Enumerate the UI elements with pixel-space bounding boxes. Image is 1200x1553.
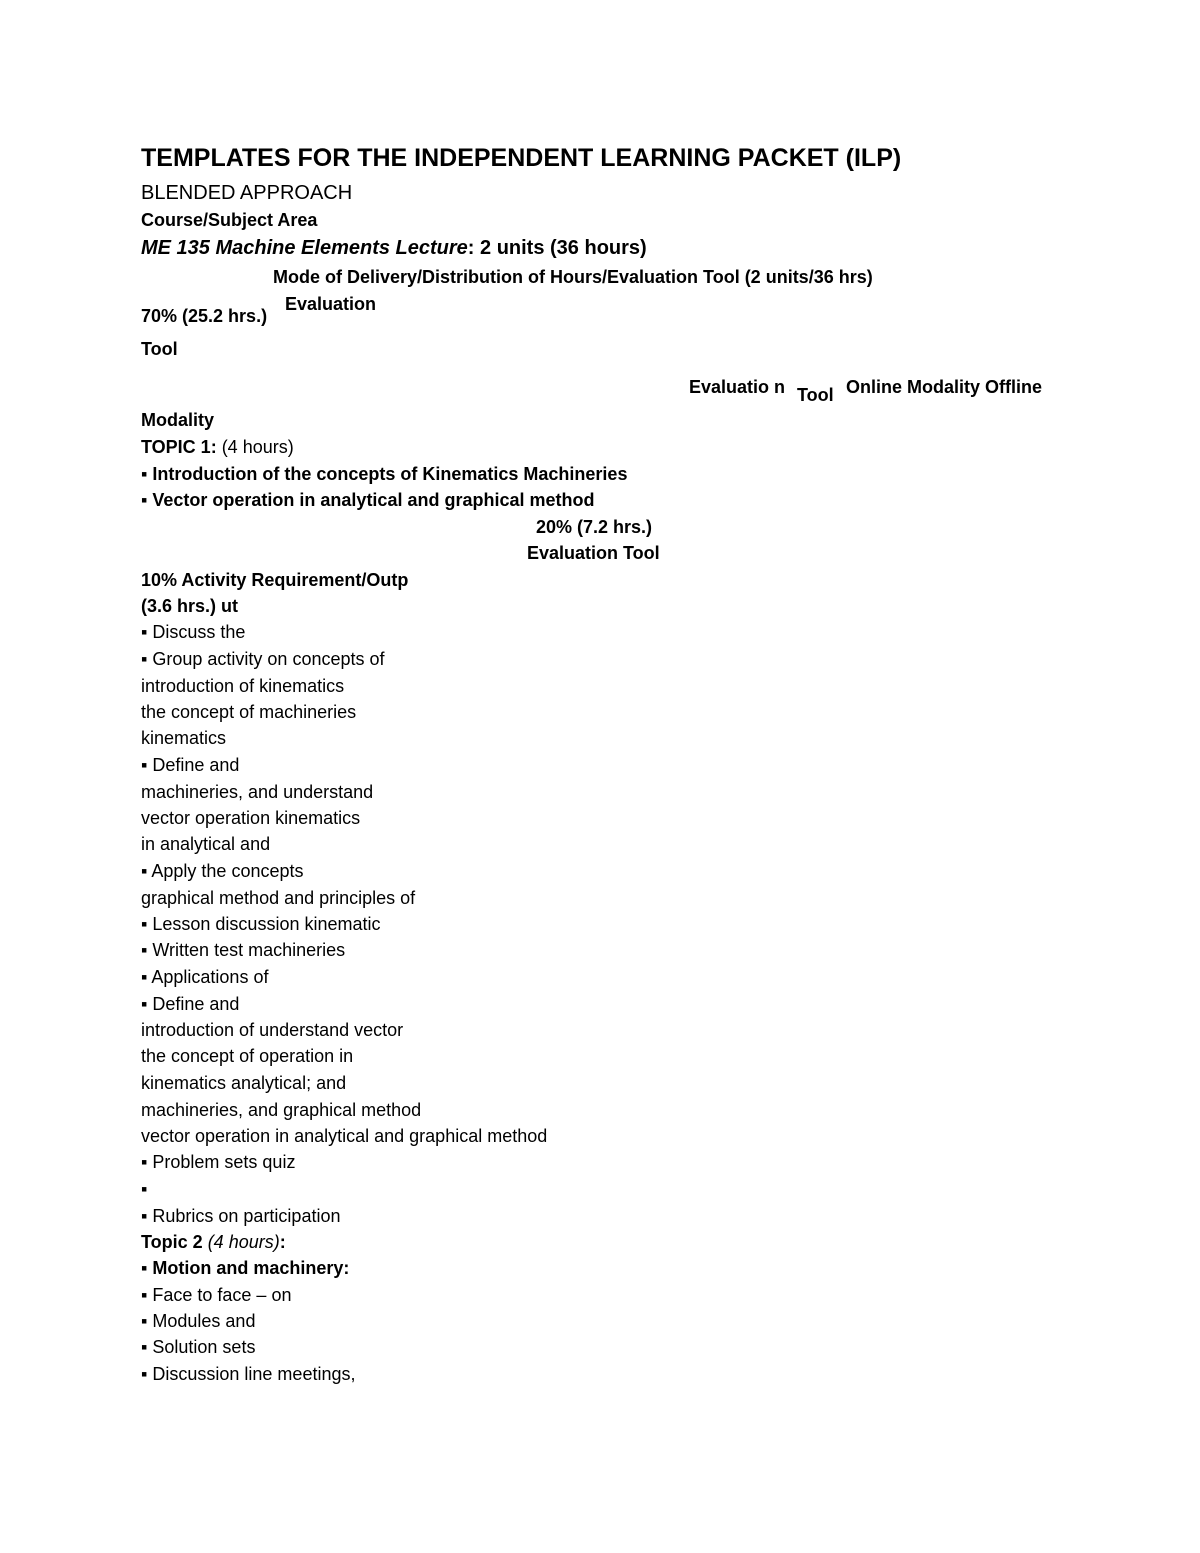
topic2-item: ▪ Motion and machinery: (141, 1258, 350, 1278)
body-line: the concept of machineries (141, 702, 357, 722)
topic1-hours: (4 hours) (216, 437, 294, 457)
body-line: vector operation kinematics (141, 808, 361, 828)
header-tool: Tool (797, 385, 834, 405)
body-line: kinematics analytical; and (141, 1073, 347, 1093)
course-name: ME 135 Machine Elements Lecture (141, 237, 468, 259)
body-line: ▪ Written test machineries (141, 940, 346, 960)
topic2-line: ▪ Solution sets (141, 1337, 256, 1357)
topic1-item: ▪ Vector operation in analytical and graphical method (141, 490, 595, 510)
body-line: graphical method and principles of (141, 888, 416, 908)
body-line: in analytical and (141, 834, 271, 854)
body-line: ▪ Group activity on concepts of (141, 649, 385, 669)
body-line: kinematics (141, 728, 227, 748)
topic2-colon: : (279, 1232, 286, 1252)
header-evaluation: Evaluatio n (689, 377, 786, 397)
topic1-heading (141, 436, 294, 458)
body-line: ▪ Rubrics on participation (141, 1206, 341, 1226)
body-line: machineries, and understand (141, 782, 374, 802)
activity-hours: (3.6 hrs.) ut (141, 596, 239, 616)
course-units: : 2 units (36 hours) (467, 237, 647, 259)
topic2-line: ▪ Face to face – on (141, 1285, 292, 1305)
body-line: ▪ Define and (141, 994, 240, 1014)
tool-label: Tool (141, 339, 178, 359)
document-title: TEMPLATES FOR THE INDEPENDENT LEARNING PACKET (ILP) (141, 144, 902, 172)
body-line: vector operation in analytical and graphical method (141, 1126, 548, 1146)
body-line: ▪ Define and (141, 755, 240, 775)
topic2-label: Topic 2 (141, 1232, 203, 1252)
modality-label: Modality (141, 410, 215, 430)
topic1-label: TOPIC 1: (141, 437, 217, 457)
body-line: introduction of kinematics (141, 676, 345, 696)
body-line: ▪ (141, 1179, 148, 1199)
body-line: ▪ Applications of (141, 967, 269, 987)
course-line (141, 236, 647, 260)
topic2-line: ▪ Modules and (141, 1311, 256, 1331)
header-modality: Online Modality Offline (846, 377, 1043, 397)
mode-heading: Mode of Delivery/Distribution of Hours/Evaluation Tool (2 units/36 hrs) (273, 267, 873, 287)
body-line: introduction of understand vector (141, 1020, 404, 1040)
body-line: ▪ Apply the concepts (141, 861, 304, 881)
topic2-line: ▪ Discussion line meetings, (141, 1364, 356, 1384)
body-line: ▪ Problem sets quiz (141, 1152, 296, 1172)
activity-requirement: 10% Activity Requirement/Outp (141, 570, 409, 590)
course-label: Course/Subject Area (141, 210, 318, 230)
body-line: ▪ Discuss the (141, 622, 246, 642)
offline-evaluation-tool: Evaluation Tool (527, 543, 660, 563)
topic2-hours: (4 hours) (202, 1232, 280, 1252)
body-line: the concept of operation in (141, 1046, 354, 1066)
body-line: ▪ Lesson discussion kinematic (141, 914, 381, 934)
offline-percentage: 20% (7.2 hrs.) (536, 517, 653, 537)
topic2-heading (141, 1231, 286, 1253)
topic1-item: ▪ Introduction of the concepts of Kinematics Machineries (141, 464, 628, 484)
body-line: machineries, and graphical method (141, 1100, 422, 1120)
online-percentage: 70% (25.2 hrs.) (141, 306, 268, 326)
document-subtitle: BLENDED APPROACH (141, 182, 353, 204)
evaluation-label: Evaluation (285, 294, 377, 314)
